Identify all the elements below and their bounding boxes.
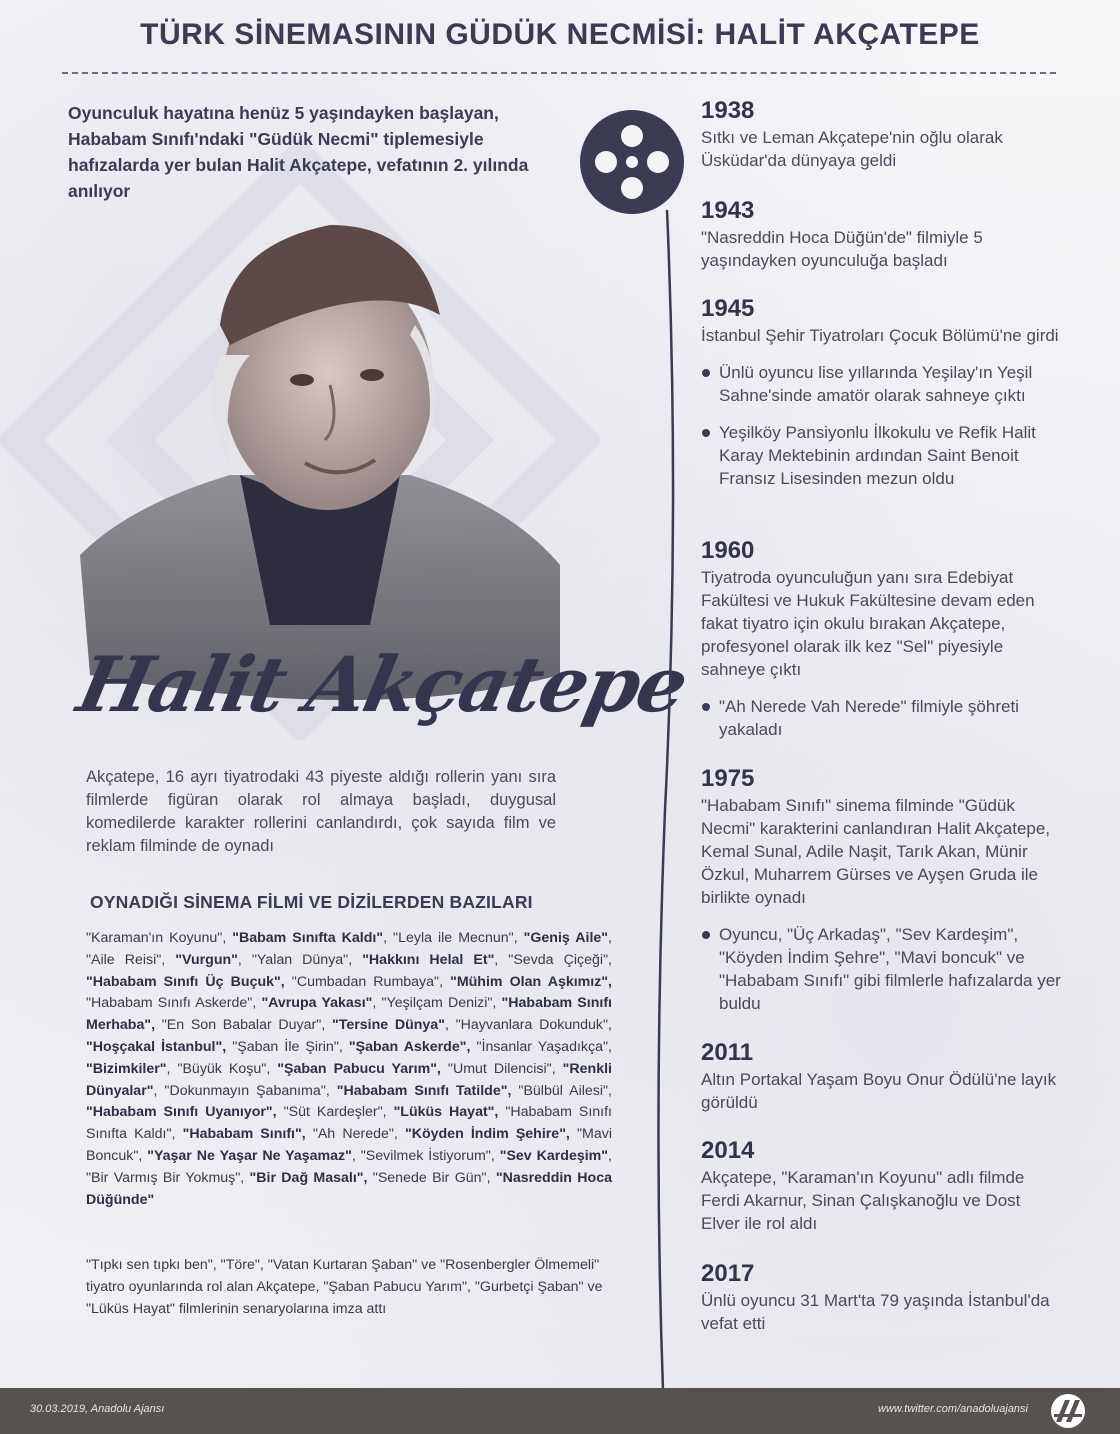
film-item: "Hakkını Helal Et" — [362, 951, 495, 968]
film-item: "Senede Bir Gün" — [372, 1169, 487, 1186]
film-item: "Avrupa Yakası" — [261, 995, 373, 1012]
film-item: "Yeşilçam Denizi" — [381, 995, 493, 1012]
film-item: "Umut Dilencisi" — [447, 1060, 552, 1077]
film-item: "Mavi Boncuk" — [86, 1126, 613, 1164]
film-item: "Süt Kardeşler" — [283, 1104, 383, 1121]
film-item: "Hababam Sınıfı Üç Buçuk", — [86, 973, 285, 990]
film-item: "Hoşçakal İstanbul", — [86, 1038, 227, 1055]
timeline-entry — [701, 1136, 1061, 1235]
signature-logo: Halit Akçatepe — [70, 640, 694, 729]
timeline-text: Akçatepe, "Karaman'ın Koyunu" adlı filmde Ferdi Akarnur, Sinan Çalışkanoğlu ve Dost Elver ile rol aldı — [701, 1168, 1025, 1233]
film-item: "İnsanlar Yaşadıkça" — [476, 1038, 609, 1055]
film-item: "Dokunmayın Şabanıma" — [164, 1082, 326, 1099]
timeline-entry — [701, 96, 1061, 172]
timeline-bullet: "Ah Nerede Vah Nerede" filmiyle şöhreti yakaladı — [701, 695, 1061, 741]
timeline-text: Sıtkı ve Leman Akçatepe'nin oğlu olarak Üsküdar'da dünyaya geldi — [701, 128, 1003, 170]
timeline-line — [625, 210, 695, 1390]
films-list: "Karaman'ın Koyunu", "Babam Sınıfta Kaldı", "Leyla ile Mecnun", "Geniş Aile", "Aile Reisi", "Vurgun", "Yalan Dünya", "Hakkını Helal Et", "Sevda Çiçeği", "Hababam Sınıfı Üç Buçuk", "Cumbadan Rumbaya", "Mühim Olan Aşkımız", "Hababam Sınıfı Askerde", "Avrupa Yakası", "Yeşilçam Denizi", "Hababam Sınıfı Merhaba", "En Son Babalar Duyar", "Tersine Dünya", "Hayvanlara Dokunduk", "Hoşçakal İstanbul", "Şaban İle Şirin", "Şaban Askerde", "İnsanlar Yaşadıkça", "Bizimkiler", "Büyük Koşu", "Şaban Pabucu Yarım", "Umut Dilencisi", "Renkli Dünyalar", "Dokunmayın Şabanıma", "Hababam Sınıfı Tatilde", "Bülbül Ailesi", "Hababam Sınıfı Uyanıyor", "Süt Kardeşler", "Lüküs Hayat", "Hababam Sınıfı Sınıfta Kaldı", "Hababam Sınıfı", "Ah Nerede", "Köyden İndim Şehire", "Mavi Boncuk", "Yaşar Ne Yaşar Ne Yaşamaz", "Sevilmek İstiyorum", "Sev Kardeşim", "Bir Varmış Bir Yokmuş", "Bir Dağ Masalı", "Senede Bir Gün", "Nasreddin Hoca Düğünde" — [86, 930, 613, 1208]
timeline-year: 1975 — [701, 765, 755, 792]
timeline-entry — [701, 294, 1061, 490]
timeline-entry — [701, 1259, 1061, 1335]
footer-twitter-link[interactable]: www.twitter.com/anadoluajansi — [878, 1403, 1028, 1415]
film-item: "Hababam Sınıfı", — [182, 1126, 306, 1143]
timeline-text: Altın Portakal Yaşam Boyu Onur Ödülü'ne layık görüldü — [701, 1070, 1057, 1112]
timeline-year: 1938 — [701, 97, 755, 124]
timeline-year: 2017 — [701, 1260, 755, 1287]
film-item: "Hababam Sınıfı Sınıfta Kaldı" — [86, 1104, 612, 1143]
film-item: "Karaman'ın Koyunu" — [86, 930, 223, 946]
film-item: "Köyden İndim Şehire", — [404, 1126, 570, 1143]
title-divider — [62, 72, 1056, 74]
film-item: "Hababam Sınıfı Askerde" — [86, 995, 253, 1012]
intro-text: Oyunculuk hayatına henüz 5 yaşındayken başlayan, Hababam Sınıfı'ndaki "Güdük Necmi" tiplemesiyle hafızalarda yer bulan Halit Akçatepe, vefatının 2. yılında anılıyor — [68, 103, 529, 201]
timeline-entry — [701, 1038, 1061, 1114]
plays-text: "Tıpkı sen tıpkı ben", "Töre", "Vatan Kurtaran Şaban" ve "Rosenbergler Ölmemeli" tiyatro oyunlarında rol alan Akçatepe, "Şaban Pabucu Yarım", "Gurbetçi Şaban" ve "Lüküs Hayat" filmlerinin senaryolarına imza attı — [86, 1257, 603, 1317]
film-item: "Sevda Çiçeği" — [508, 951, 609, 968]
film-item: "Şaban Askerde", — [348, 1038, 471, 1055]
timeline-entry — [701, 196, 1061, 272]
timeline-bullet: Yeşilköy Pansiyonlu İlkokulu ve Refik Halit Karay Mektebinin ardından Saint Benoit Fransız Lisesinden mezun oldu — [701, 421, 1061, 490]
film-item: "Yalan Dünya" — [251, 951, 349, 968]
timeline-bullet: Oyuncu, "Üç Arkadaş", "Sev Kardeşim", "Köyden İndim Şehre", "Mavi boncuk" ve "Hababam Sınıfı" gibi filmlerle hafızalarda yer buldu — [701, 923, 1061, 1015]
timeline-year: 2014 — [701, 1137, 755, 1164]
film-item: "Tersine Dünya" — [331, 1017, 445, 1034]
anadolu-logo-icon — [1046, 1392, 1090, 1430]
film-item: "Geniş Aile" — [523, 930, 609, 946]
film-item: "Yaşar Ne Yaşar Ne Yaşamaz" — [147, 1147, 352, 1164]
film-item: "Şaban İle Şirin" — [232, 1038, 339, 1055]
timeline-text: İstanbul Şehir Tiyatroları Çocuk Bölümü'ne girdi — [701, 326, 1059, 345]
films-section-title: OYNADIĞI SİNEMA FİLMİ VE DİZİLERDEN BAZILARI — [90, 892, 533, 912]
film-item: "Cumbadan Rumbaya" — [291, 973, 440, 990]
film-item: "Babam Sınıfta Kaldı" — [232, 930, 384, 946]
film-item: "Hababam Sınıfı Tatilde", — [336, 1082, 512, 1099]
film-item: "En Son Babalar Duyar" — [161, 1017, 322, 1034]
film-item: "Sev Kardeşim" — [499, 1147, 609, 1164]
film-reel-icon — [580, 110, 684, 214]
film-item: "Şaban Pabucu Yarım", — [277, 1060, 441, 1077]
film-item: "Büyük Koşu" — [177, 1060, 267, 1077]
timeline-text: "Hababam Sınıfı" sinema filminde "Güdük Necmi" karakterini canlandıran Halit Akçatepe, Kemal Sunal, Adile Naşit, Tarık Akan, Münir Özkul, Muharrem Gürses ve Ayşen Gruda ile birlikte oynadı — [701, 796, 1051, 907]
film-item: "Sevilmek İstiyorum" — [360, 1147, 491, 1164]
timeline-entry — [701, 536, 1061, 741]
timeline-text: Tiyatroda oyunculuğun yanı sıra Edebiyat Fakültesi ve Hukuk Fakültesine devam eden fakat tiyatro için okulu bırakan Akçatepe, profesyonel olarak ilk kez "Sel" piyesiyle sahneye çıktı — [701, 568, 1035, 679]
page-title: TÜRK SİNEMASININ GÜDÜK NECMİSİ: HALİT AKÇATEPE — [140, 18, 980, 51]
timeline-entry — [701, 764, 1061, 1015]
film-item: "Nasreddin Hoca Düğünde" — [86, 1169, 612, 1208]
footer-date: 30.03.2019, Anadolu Ajansı — [30, 1403, 165, 1415]
timeline-year: 1960 — [701, 537, 755, 564]
footer — [0, 1388, 1120, 1434]
film-item: "Leyla ile Mecnun" — [393, 930, 514, 946]
film-item: "Hayvanlara Dokunduk" — [455, 1017, 609, 1034]
film-item: "Aile Reisi" — [86, 951, 162, 968]
film-item: "Bülbül Ailesi" — [518, 1082, 609, 1099]
bio-text: Akçatepe, 16 ayrı tiyatrodaki 43 piyeste aldığı rollerin yanı sıra filmlerde figüran olarak rol almaya başladı, duygusal komedilerde karakter rollerini canlandırdı, çok sayıda film ve reklam filminde de oynadı — [86, 768, 556, 855]
timeline-year: 1945 — [701, 295, 755, 322]
film-item: "Bizimkiler" — [86, 1060, 167, 1077]
film-item: "Lüküs Hayat", — [393, 1104, 499, 1121]
timeline-bullet: Ünlü oyuncu lise yıllarında Yeşilay'ın Yeşil Sahne'sinde amatör olarak sahneye çıktı — [701, 361, 1061, 407]
film-item: "Mühim Olan Aşkımız", — [450, 973, 612, 990]
film-item: "Ah Nerede" — [312, 1126, 394, 1143]
timeline-year: 1943 — [701, 197, 755, 224]
film-item: "Renkli Dünyalar" — [86, 1060, 612, 1099]
timeline-text: Ünlü oyuncu 31 Mart'ta 79 yaşında İstanbul'da vefat etti — [701, 1291, 1050, 1333]
film-item: "Vurgun" — [175, 951, 238, 968]
film-item: "Bir Dağ Masalı", — [249, 1169, 368, 1186]
film-item: "Hababam Sınıfı Merhaba", — [86, 995, 612, 1034]
film-item: "Bir Varmış Bir Yokmuş" — [86, 1169, 241, 1186]
timeline-text: "Nasreddin Hoca Düğün'de" filmiyle 5 yaşındayken oyunculuğa başladı — [701, 228, 983, 270]
timeline-year: 2011 — [701, 1039, 754, 1066]
film-item: "Hababam Sınıfı Uyanıyor", — [86, 1104, 277, 1121]
